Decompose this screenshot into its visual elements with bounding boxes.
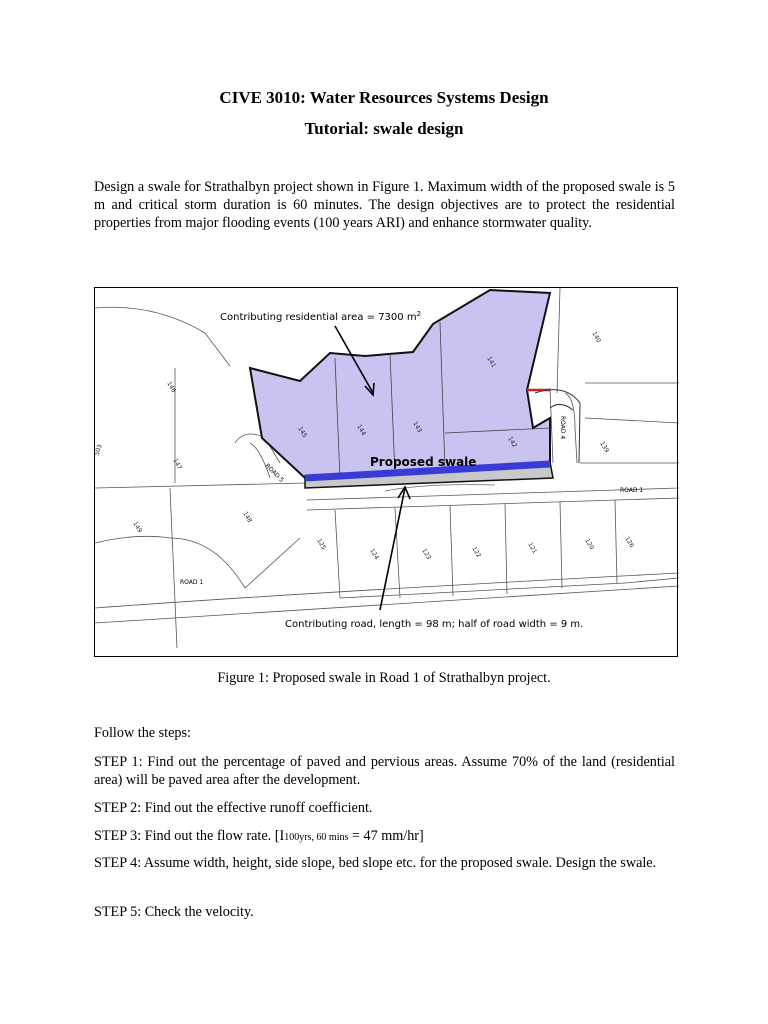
- figure-1-map: [94, 287, 678, 657]
- step-4: STEP 4: Assume width, height, side slope, bed slope etc. for the proposed swale. Design the swale.: [94, 855, 657, 871]
- step-3: [94, 827, 675, 847]
- document-title: CIVE 3010: Water Resources Systems Design: [219, 88, 549, 107]
- follow-steps-heading: Follow the steps:: [94, 725, 191, 741]
- figure-caption: Figure 1: Proposed swale in Road 1 of Strathalbyn project.: [217, 670, 551, 686]
- lot-121: 121: [526, 541, 539, 555]
- road4-label: ROAD 4: [559, 416, 566, 440]
- proposed-swale-label: Proposed swale: [370, 455, 477, 469]
- contributing-road-label: Contributing road, length = 98 m; half of road width = 9 m.: [285, 619, 584, 630]
- lot-146: 146: [165, 380, 178, 394]
- lot-139: 139: [598, 440, 611, 454]
- site-plan-map: [95, 288, 679, 658]
- step-3-text-end: = 47 mm/hr]: [348, 828, 424, 844]
- lot-140: 140: [590, 330, 603, 344]
- lot-120: 120: [583, 537, 596, 551]
- lot-141: 141: [485, 355, 498, 369]
- road1-left-label: ROAD 1: [180, 579, 204, 586]
- lot-148: 148: [241, 510, 254, 524]
- lot-142: 142: [506, 435, 519, 449]
- swale-channel: [385, 485, 495, 491]
- lot-122: 122: [470, 545, 483, 559]
- step-5: STEP 5: Check the velocity.: [94, 904, 254, 920]
- lot-144: 144: [355, 423, 368, 437]
- step-3-text: STEP 3: Find out the flow rate. [I: [94, 828, 285, 844]
- lot-145: 145: [296, 425, 309, 439]
- lot-143: 143: [411, 420, 424, 434]
- lot-126: 126: [623, 535, 636, 549]
- document-subtitle: Tutorial: swale design: [304, 119, 464, 138]
- step-2: STEP 2: Find out the effective runoff coefficient.: [94, 800, 373, 816]
- intro-paragraph: Design a swale for Strathalbyn project shown in Figure 1. Maximum width of the proposed swale is 5 m and critical storm duration is 60 minutes. The design objectives are to protect the residential properties from major flooding events (100 years ARI) and enhance stormwater quality.: [94, 179, 675, 231]
- lot-503: 503: [93, 443, 104, 457]
- road1-right-label: ROAD 1: [620, 487, 644, 494]
- lot-147: 147: [171, 457, 184, 471]
- lot-124: 124: [368, 547, 381, 561]
- road5-label: ROAD 5: [263, 462, 285, 484]
- step-1: STEP 1: Find out the percentage of paved and pervious areas. Assume 70% of the land (residential area) will be paved area after the development.: [94, 754, 675, 788]
- lot-125: 125: [315, 537, 328, 551]
- step-3-subscript: 100yrs, 60 mins: [284, 832, 349, 843]
- residential-area-label: Contributing residential area = 7300 $m^2$: [220, 310, 422, 323]
- lot-123: 123: [420, 547, 433, 561]
- lot-149: 149: [131, 520, 144, 534]
